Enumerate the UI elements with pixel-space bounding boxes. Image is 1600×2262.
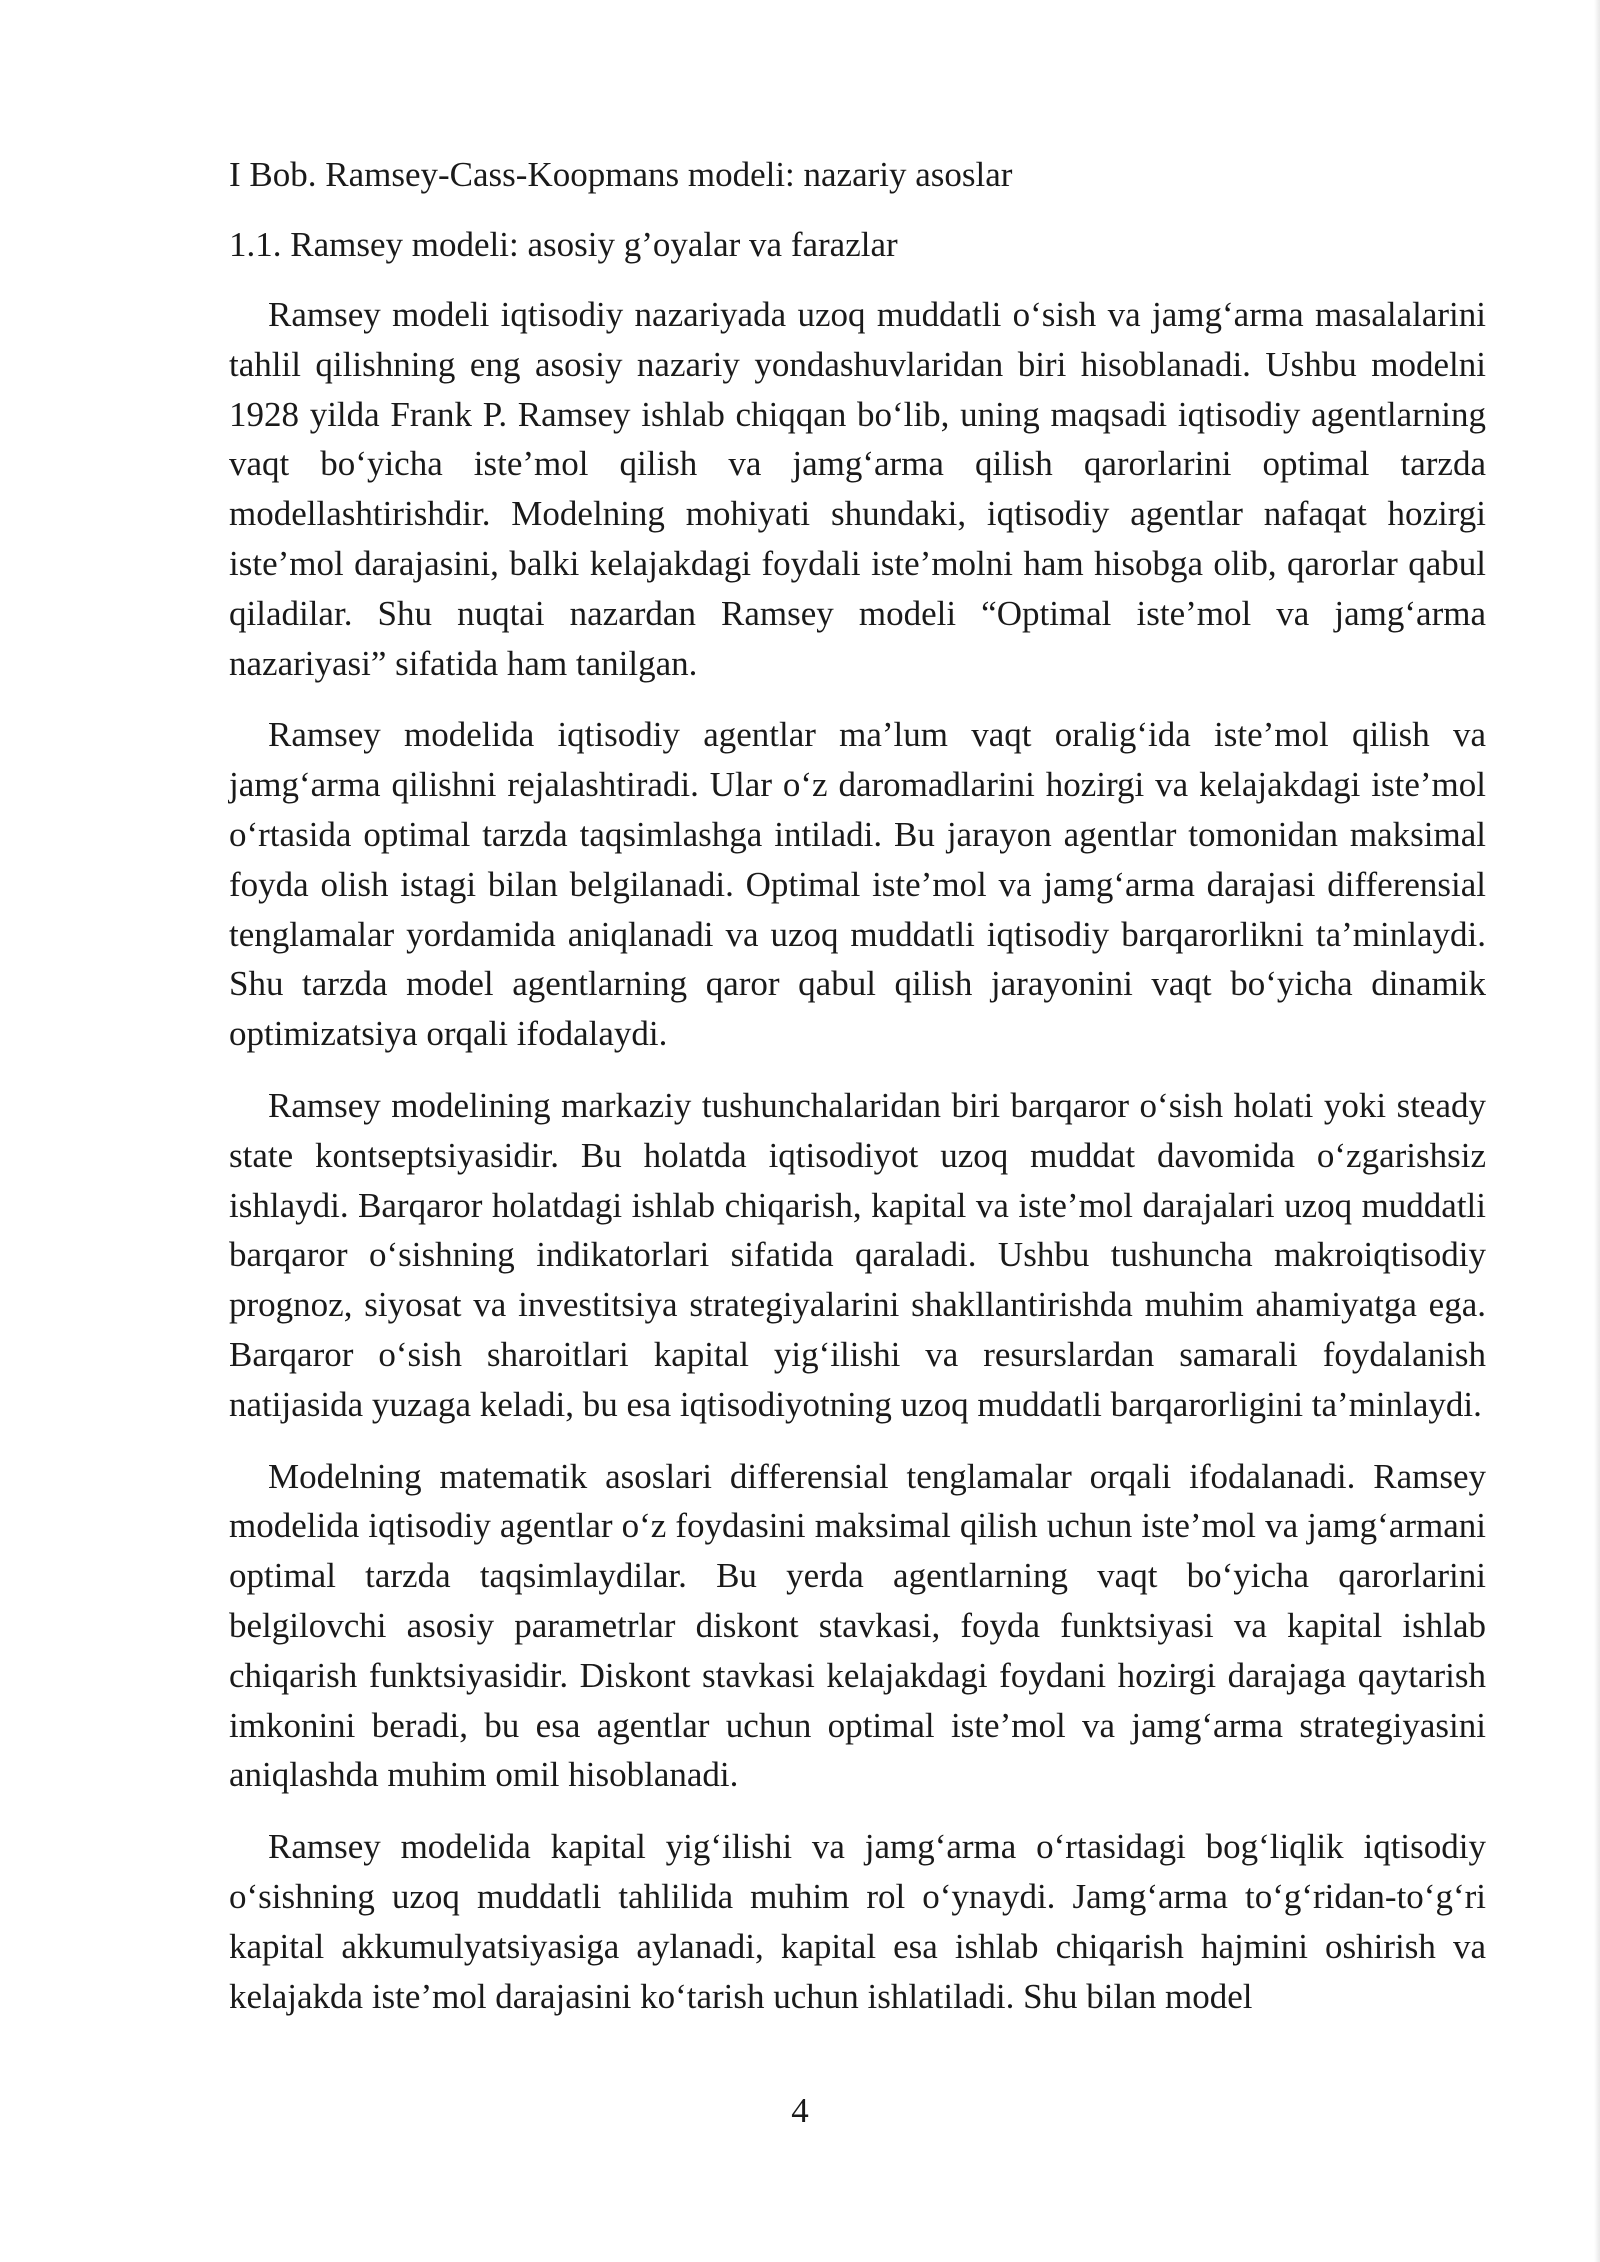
body-paragraph: Ramsey modelida iqtisodiy agentlar ma’lum vaqt oralig‘ida iste’mol qilish va jamg‘arma qilishni rejalashtiradi. Ular o‘z daromadlarini hozirgi va kelajakdagi iste’mol o‘rtasida optimal tarzda taqsimlashga intiladi. Bu jarayon agentlar tomonidan maksimal foyda olish istagi bilan belgilanadi. Optimal iste’mol va jamg‘arma darajasi differensial tenglamalar yordamida aniqlanadi va uzoq muddatli iqtisodiy barqarorlikni ta’minlaydi. Shu tarzda model agentlarning qaror qabul qilish jarayonini vaqt bo‘yicha dinamik optimizatsiya orqali ifodalaydi. [229, 715, 1486, 1054]
page-number: 4 [791, 2091, 809, 2130]
page-text-block [229, 150, 1486, 2043]
body-paragraph: Ramsey modeli iqtisodiy nazariyada uzoq muddatli o‘sish va jamg‘arma masalalarini tahlil qilishning eng asosiy nazariy yondashuvlaridan biri hisoblanadi. Ushbu modelni 1928 yilda Frank P. Ramsey ishlab chiqqan bo‘lib, uning maqsadi iqtisodiy agentlarning vaqt bo‘yicha iste’mol qilish va jamg‘arma qilish qarorlarini optimal tarzda modellashtirishdir. Modelning mohiyati shundaki, iqtisodiy agentlar nafaqat hozirgi iste’mol darajasini, balki kelajakdagi foydali iste’molni ham hisobga olib, qarorlar qabul qiladilar. Shu nuqtai nazardan Ramsey modeli “Optimal iste’mol va jamg‘arma nazariyasi” sifatida ham tanilgan. [229, 295, 1486, 683]
body-paragraph: Ramsey modelining markaziy tushunchalaridan biri barqaror o‘sish holati yoki steady state kontseptsiyasidir. Bu holatda iqtisodiyot uzoq muddat davomida o‘zgarishsiz ishlaydi. Barqaror holatdagi ishlab chiqarish, kapital va iste’mol darajalari uzoq muddatli barqaror o‘sishning indikatorlari sifatida qaraladi. Ushbu tushuncha makroiqtisodiy prognoz, siyosat va investitsiya strategiyalarini shakllantirishda muhim ahamiyatga ega. Barqaror o‘sish sharoitlari kapital yig‘ilishi va resurslardan samarali foydalanish natijasida yuzaga keladi, bu esa iqtisodiyotning uzoq muddatli barqarorligini ta’minlaydi. [229, 1085, 1486, 1424]
chapter-heading: I Bob. Ramsey-Cass-Koopmans modeli: nazariy asoslar [229, 155, 1013, 194]
page-edge-shadow [1594, 0, 1600, 2262]
section-heading: 1.1. Ramsey modeli: asosiy g’oyalar va farazlar [229, 225, 898, 264]
body-paragraph: Modelning matematik asoslari differensial tenglamalar orqali ifodalanadi. Ramsey modelida iqtisodiy agentlar o‘z foydasini maksimal qilish uchun iste’mol va jamg‘armani optimal tarzda taqsimlaydilar. Bu yerda agentlarning vaqt bo‘yicha qarorlarini belgilovchi asosiy parametrlar diskont stavkasi, foyda funktsiyasi va kapital ishlab chiqarish funktsiyasidir. Diskont stavkasi kelajakdagi foydani hozirgi darajaga qaytarish imkonini beradi, bu esa agentlar uchun optimal iste’mol va jamg‘arma strategiyasini aniqlashda muhim omil hisoblanadi. [229, 1456, 1486, 1795]
body-paragraph: Ramsey modelida kapital yig‘ilishi va jamg‘arma o‘rtasidagi bog‘liqlik iqtisodiy o‘sishning uzoq muddatli tahlilida muhim rol o‘ynaydi. Jamg‘arma to‘g‘ridan-to‘g‘ri kapital akkumulyatsiyasiga aylanadi, kapital esa ishlab chiqarish hajmini oshirish va kelajakda iste’mol darajasini ko‘tarish uchun ishlatiladi. Shu bilan model [229, 1827, 1486, 2016]
